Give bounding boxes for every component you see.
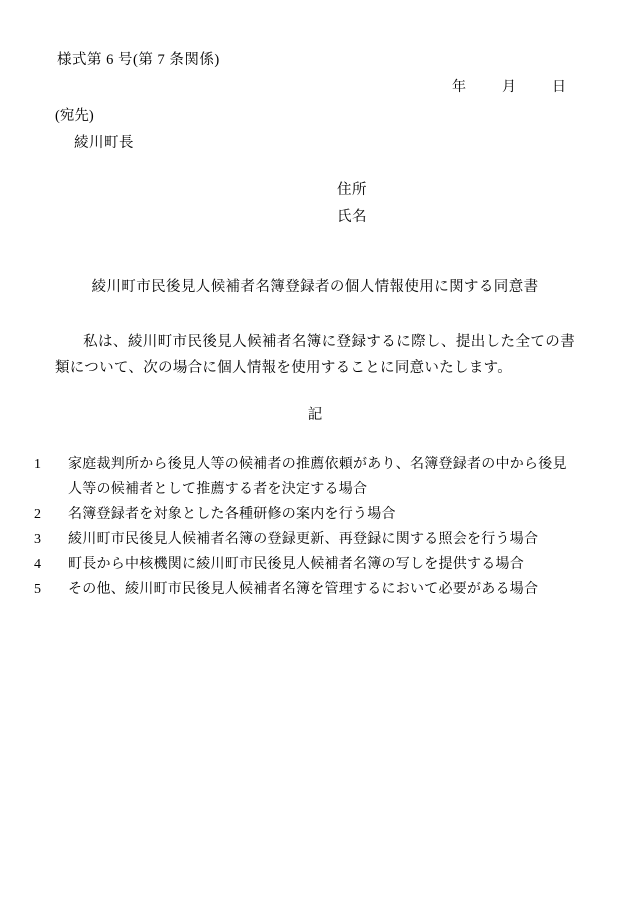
list-item-text — [68, 502, 604, 527]
page-title: 綾川町市民後見人候補者名簿登録者の個人情報使用に関する同意書 — [91, 279, 539, 295]
list-item — [34, 577, 604, 602]
list-item-number: 2 — [34, 507, 41, 522]
date-line — [452, 76, 566, 96]
list-item-number: 5 — [34, 582, 41, 597]
list-item-number: 1 — [34, 457, 41, 472]
list-item-line-1: 綾川町市民後見人候補者名簿の登録更新、再登録に関する照会を行う場合 — [68, 532, 539, 547]
date-day: 日 — [552, 80, 566, 95]
form-number: 様式第 6 号(第 7 条関係) — [57, 52, 220, 68]
list-item-number: 3 — [34, 532, 41, 547]
list-item-text — [68, 552, 604, 577]
list-item — [34, 552, 604, 577]
list-item — [34, 527, 604, 552]
list-item-number: 4 — [34, 557, 41, 572]
applicant-name-label: 氏名 — [337, 209, 367, 225]
list-item-line-1: その他、綾川町市民後見人候補者名簿を管理するにおいて必要がある場合 — [68, 582, 539, 597]
list-item — [34, 502, 604, 527]
list-item-text — [68, 452, 604, 502]
list-item-line-2: 人等の候補者として推薦する者を決定する場合 — [68, 482, 368, 497]
addressee-name: 綾川町長 — [74, 135, 134, 151]
date-year: 年 — [452, 80, 466, 95]
list-item — [34, 452, 604, 502]
list-item-line-1: 名簿登録者を対象とした各種研修の案内を行う場合 — [68, 507, 396, 522]
applicant-fields — [337, 177, 367, 231]
body-paragraph — [55, 329, 575, 381]
addressee-label: (宛先) — [55, 108, 94, 124]
date-month: 月 — [502, 80, 516, 95]
ki-mark: 記 — [307, 407, 323, 423]
numbered-item-list — [34, 452, 604, 602]
body-paragraph-text: 私は、綾川町市民後見人候補者名簿に登録するに際し、提出した全ての書類について、次の場合に個人情報を使用することに同意いたします。 — [55, 334, 575, 376]
list-item-text — [68, 527, 604, 552]
list-item-line-1: 町長から中核機関に綾川町市民後見人候補者名簿の写しを提供する場合 — [68, 557, 524, 572]
list-item-line-1: 家庭裁判所から後見人等の候補者の推薦依頼があり、名簿登録者の中から後見 — [68, 457, 567, 472]
list-item-text — [68, 577, 604, 602]
applicant-address-label: 住所 — [337, 182, 367, 198]
